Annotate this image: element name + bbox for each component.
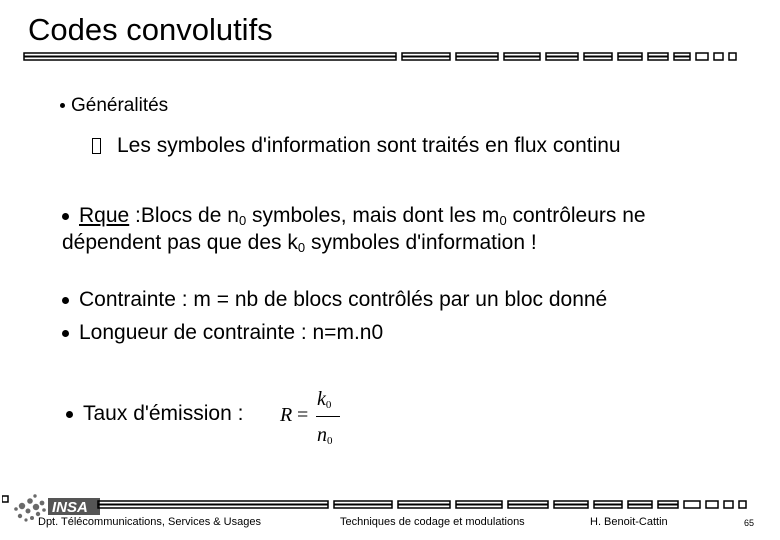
formula-numerator: $k_0$ bbox=[317, 388, 332, 411]
bullet-dot-icon bbox=[62, 330, 69, 337]
footer-course: Techniques de codage et modulations bbox=[340, 516, 525, 528]
point-longueur: Longueur de contrainte : n=m.n0 bbox=[62, 320, 383, 346]
point-contrainte: Contrainte : m = nb de blocs contrôlés par un bloc donné bbox=[62, 287, 607, 313]
bullet-dot-icon bbox=[66, 411, 73, 418]
footer-author: H. Benoit-Cattin bbox=[590, 516, 668, 528]
emission-rate-formula: R = $k_0$ $n_0$ bbox=[280, 388, 350, 448]
missing-glyph-icon bbox=[92, 138, 101, 154]
slide-title: Codes convolutifs bbox=[28, 12, 273, 47]
point-rque-line2: dépendent pas que des $k_0$ symboles d'information ! bbox=[62, 231, 537, 255]
bullet-dot-icon bbox=[62, 297, 69, 304]
fraction-bar bbox=[316, 416, 340, 417]
point-flux: Les symboles d'information sont traités en flux continu bbox=[92, 133, 621, 159]
formula-denominator: $n_0$ bbox=[317, 424, 333, 447]
bullet-dot-icon bbox=[60, 103, 65, 108]
title-underline-bar bbox=[0, 51, 780, 63]
footer-department: Dpt. Télécommunications, Services & Usages bbox=[38, 516, 261, 528]
section-heading: Généralités bbox=[60, 93, 168, 119]
point-rque: Rque :Blocs de $n_0$ symboles, mais dont les $m_0$ contrôleurs ne bbox=[62, 203, 646, 229]
footer-bar bbox=[96, 498, 780, 512]
rque-label: Rque bbox=[79, 204, 130, 227]
svg-text:INSA: INSA bbox=[52, 499, 88, 516]
page-number: 65 bbox=[744, 518, 755, 528]
point-taux: Taux d'émission : bbox=[66, 401, 243, 427]
bullet-dot-icon bbox=[62, 213, 69, 220]
